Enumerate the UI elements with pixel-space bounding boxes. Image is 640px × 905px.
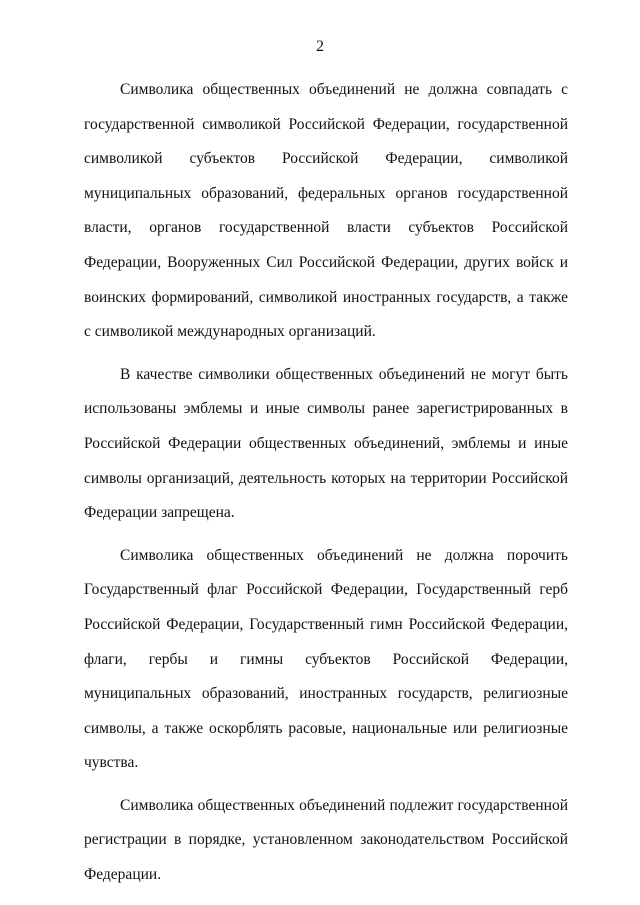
paragraph-symbolism-prohibited-emblems: В качестве символики общественных объединений не могут быть использованы эмблемы и иные символы ранее зарегистрированных в Российской Федерации общественных объединений, эмблемы и иные символы организаций, деятельность которых на территории Российской Федерации запрещена. — [84, 365, 568, 522]
paragraph-symbolism-registration: Символика общественных объединений подлежит государственной регистрации в порядке, установленном законодательством Российской Федерации. — [84, 796, 568, 884]
document-body — [84, 73, 568, 901]
paragraph-symbolism-not-coincide: Символика общественных объединений не должна совпадать с государственной символикой Российской Федерации, государственной символикой субъектов Российской Федерации, символикой муниципальных образований, федеральных органов государственной власти, органов государственной власти субъектов Российской Федерации, Вооруженных Сил Российской Федерации, других войск и воинских формирований, символикой иностранных государств, а также с символикой международных организаций. — [84, 81, 568, 341]
page-number: 2 — [316, 38, 324, 55]
paragraph-symbolism-not-discredit: Символика общественных объединений не должна порочить Государственный флаг Российской Федерации, Государственный герб Российской Федерации, Государственный гимн Российской Федерации, флаги, гербы и гимны субъектов Российской Федерации, муниципальных образований, иностранных государств, религиозные символы, а также оскорблять расовые, национальные или религиозные чувства. — [84, 546, 568, 772]
